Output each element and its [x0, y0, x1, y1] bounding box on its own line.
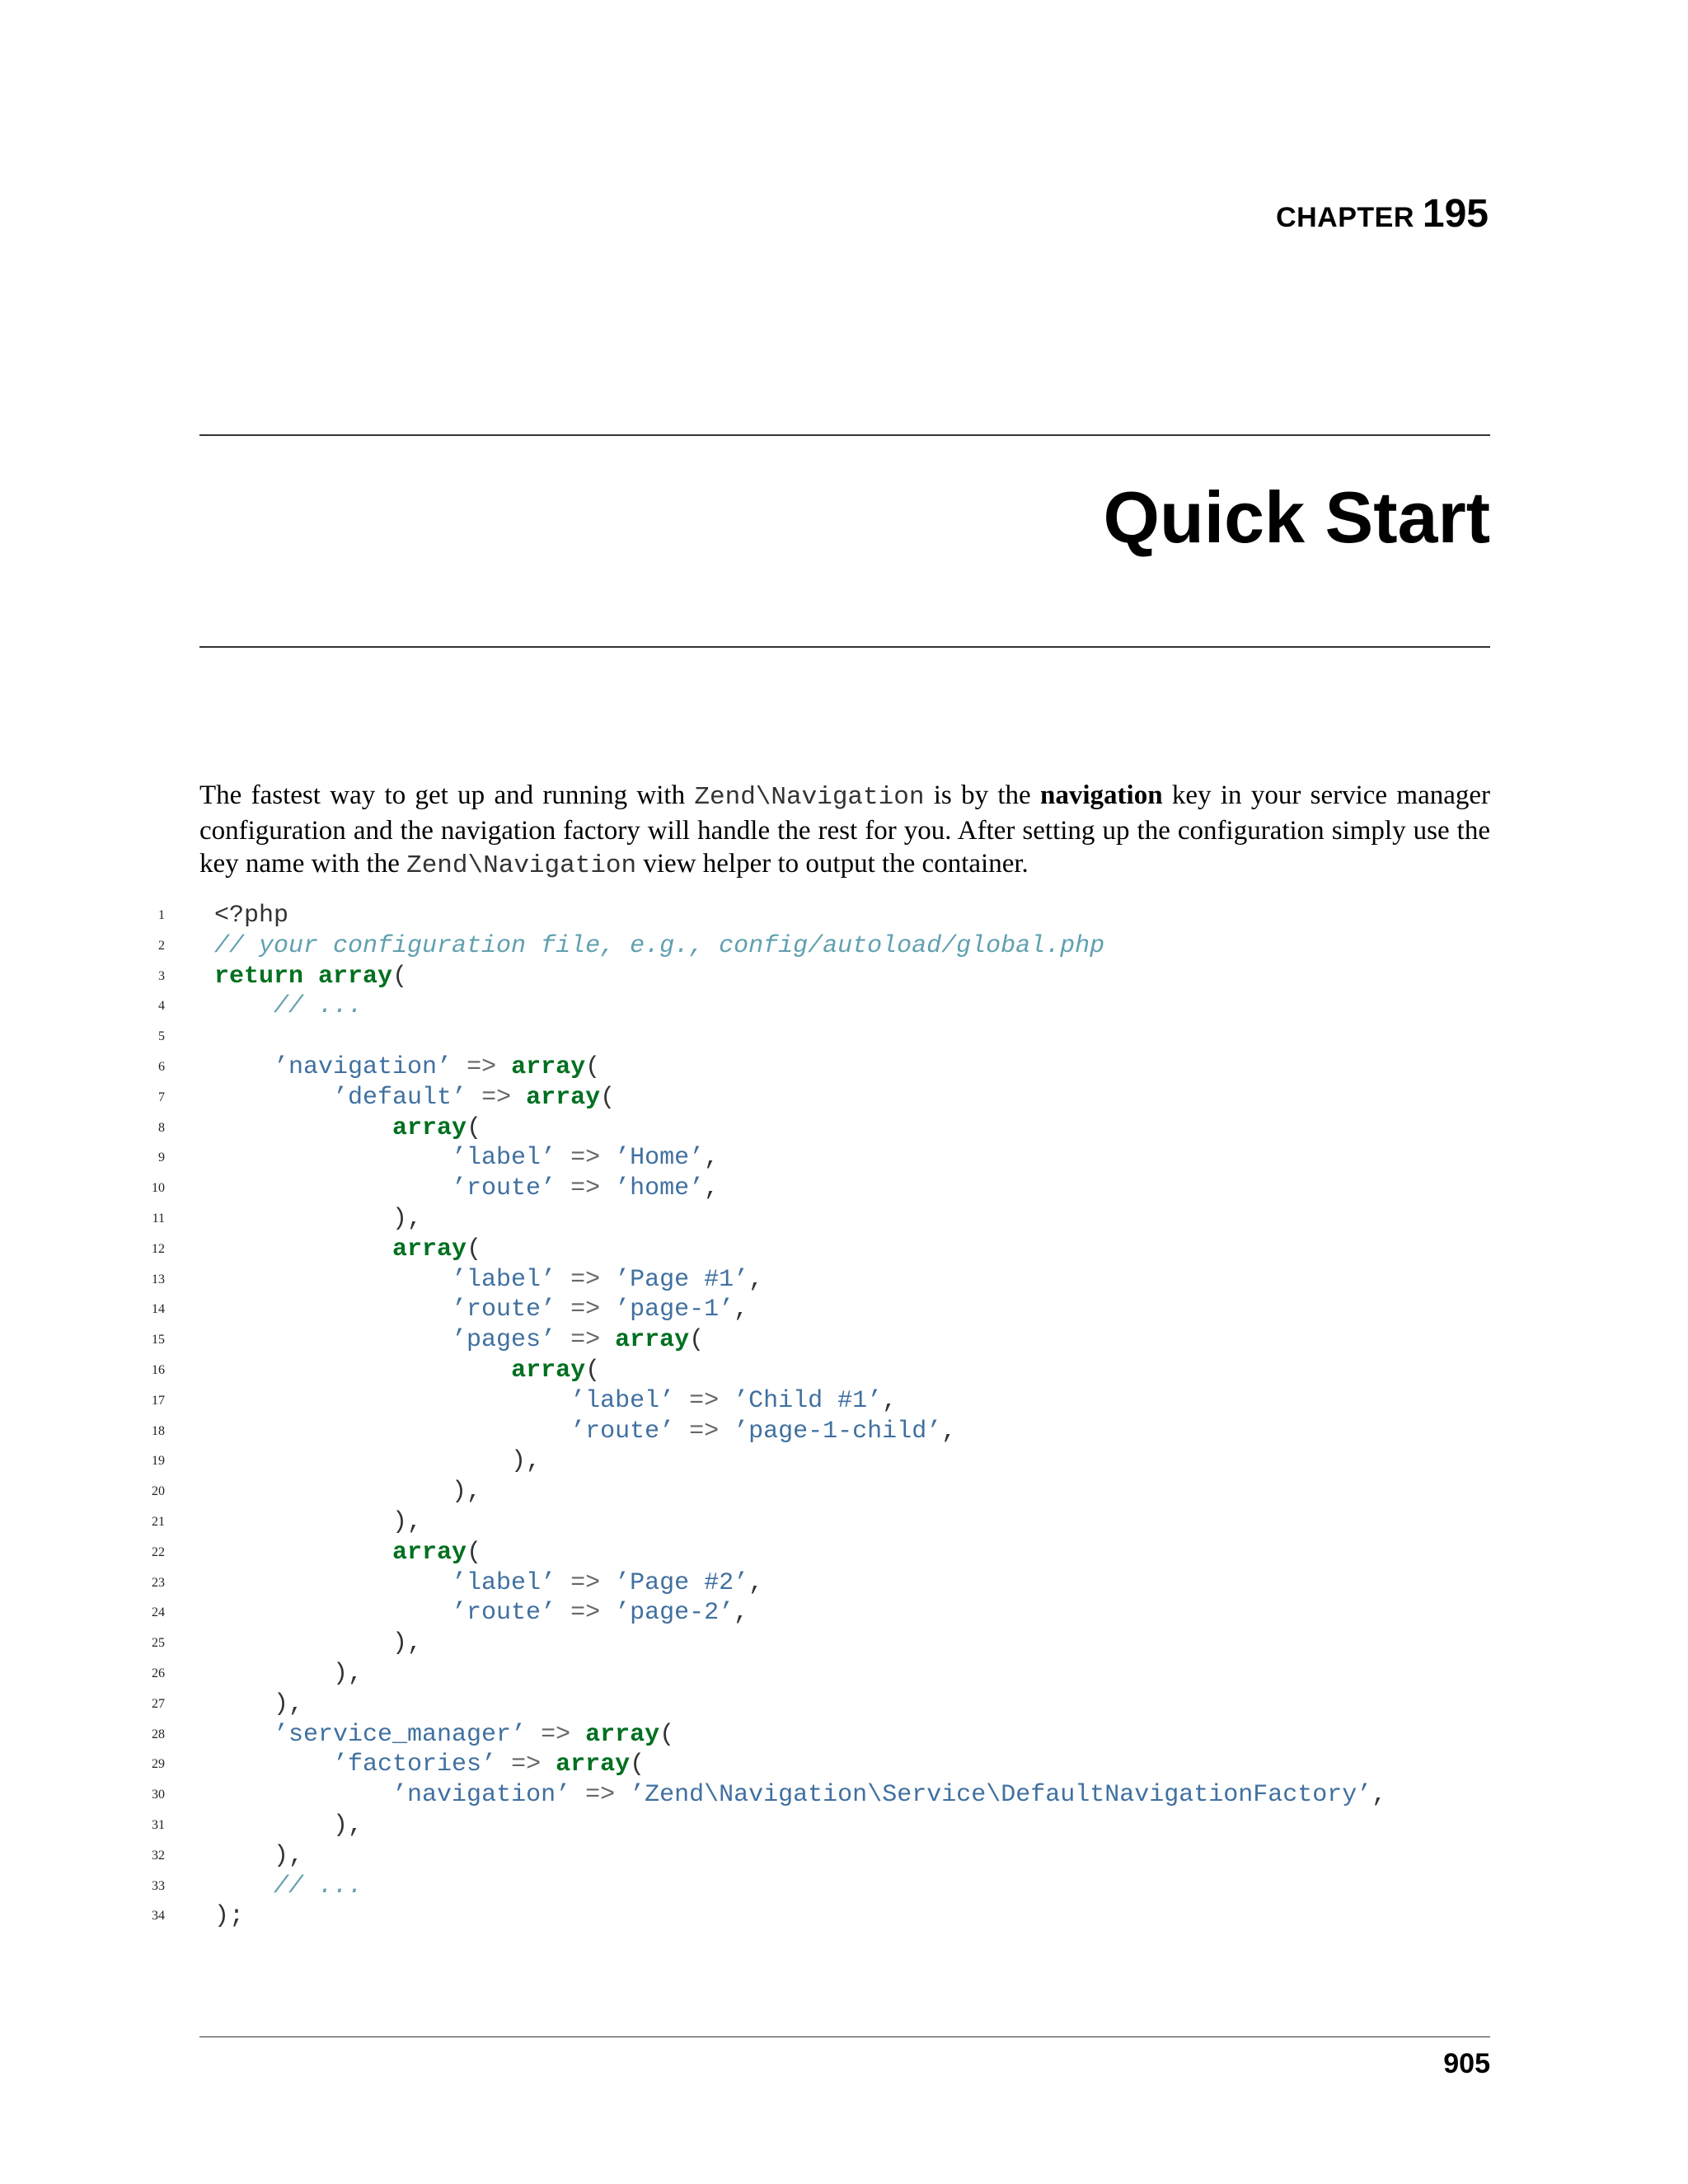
- code-text: (: [600, 1083, 616, 1112]
- line-number: 5: [158, 1029, 165, 1044]
- line-number: 4: [158, 999, 165, 1014]
- line-number: 29: [152, 1757, 165, 1772]
- code-text: [214, 1326, 452, 1354]
- code-line: [0, 1143, 1688, 1174]
- line-number: 1: [158, 908, 165, 922]
- code-text: [214, 1357, 511, 1385]
- code-source: [214, 1872, 363, 1902]
- line-number: 6: [158, 1059, 165, 1074]
- title-rule-bottom: [199, 646, 1490, 648]
- code-text: ),: [214, 1811, 363, 1840]
- code-text: [214, 1750, 333, 1779]
- code-text: [214, 1599, 452, 1627]
- code-string: ’page-2’: [615, 1599, 734, 1628]
- code-text: [615, 1781, 630, 1809]
- code-text: [214, 1084, 333, 1112]
- line-number: 31: [152, 1817, 165, 1832]
- line-number: 14: [152, 1302, 165, 1317]
- page-number: 905: [1443, 2048, 1490, 2079]
- code-line: [0, 1022, 1688, 1052]
- line-number: 11: [152, 1211, 165, 1226]
- code-source: [214, 1052, 600, 1083]
- code-string: ’label’: [452, 1265, 556, 1294]
- code-line: [0, 1568, 1688, 1599]
- code-text: [214, 1721, 274, 1749]
- code-line: [0, 1477, 1688, 1507]
- code-line: [0, 1690, 1688, 1720]
- code-text: [556, 1144, 570, 1172]
- code-keyword: array: [615, 1326, 690, 1355]
- code-line: [0, 1417, 1688, 1447]
- code-string: ’route’: [452, 1599, 556, 1628]
- code-source: [214, 1538, 481, 1568]
- code-operator: =>: [689, 1417, 720, 1446]
- code-text: [214, 1569, 452, 1597]
- line-number: 19: [152, 1454, 165, 1469]
- code-source: [214, 1265, 763, 1296]
- code-text: [600, 1266, 615, 1294]
- code-line: [0, 962, 1688, 992]
- code-text: ),: [214, 1659, 363, 1688]
- intro-text-3: key in your service manager configuration and the navigation factory will handle the rest for you. After setting up the configuration simply use the key name with the: [199, 780, 1490, 879]
- code-line: [0, 1356, 1688, 1386]
- code-source: [214, 1325, 704, 1356]
- code-operator: =>: [481, 1083, 512, 1112]
- code-text: ,: [748, 1568, 764, 1597]
- code-text: ),: [214, 1447, 542, 1476]
- code-keyword: array: [585, 1720, 660, 1749]
- code-line: [0, 1265, 1688, 1296]
- code-text: [467, 1084, 481, 1112]
- line-number: 23: [152, 1575, 165, 1590]
- code-string: ’route’: [452, 1174, 556, 1203]
- code-text: [674, 1387, 689, 1415]
- code-line: [0, 1052, 1688, 1083]
- chapter-label: [1276, 191, 1489, 237]
- code-source: [214, 1477, 481, 1507]
- code-text: (: [467, 1113, 482, 1142]
- code-line: [0, 1113, 1688, 1144]
- code-source: [214, 1113, 481, 1144]
- code-text: [719, 1387, 734, 1415]
- code-source: [214, 1568, 763, 1599]
- code-text: ),: [214, 1478, 482, 1507]
- code-text: ,: [704, 1144, 720, 1173]
- code-line: [0, 1204, 1688, 1235]
- code-line: [0, 1750, 1688, 1780]
- code-line: [0, 1538, 1688, 1568]
- code-line: [0, 1780, 1688, 1811]
- code-string: ’default’: [333, 1083, 467, 1112]
- code-text: [511, 1084, 526, 1112]
- code-source: [214, 1417, 956, 1447]
- title-rule-top: [199, 434, 1490, 436]
- line-number: 12: [152, 1241, 165, 1256]
- code-text: );: [214, 1902, 245, 1931]
- code-comment: // your configuration file, e.g., config/autoload/global.php: [214, 931, 1105, 960]
- line-number: 32: [152, 1848, 165, 1863]
- line-number: 9: [158, 1151, 165, 1165]
- code-text: ,: [1372, 1781, 1387, 1810]
- code-text: [214, 1781, 392, 1809]
- code-line: [0, 1325, 1688, 1356]
- code-source: [214, 1295, 748, 1325]
- intro-text-2: is by the: [924, 780, 1041, 810]
- code-line: [0, 1446, 1688, 1477]
- code-text: [600, 1326, 615, 1354]
- code-source: [214, 1446, 541, 1477]
- line-number: 7: [158, 1090, 165, 1104]
- code-line: [0, 1598, 1688, 1629]
- intro-text-1: The fastest way to get up and running with: [199, 780, 695, 810]
- code-text: [600, 1296, 615, 1324]
- code-source: [214, 901, 288, 931]
- code-source: [214, 1356, 600, 1386]
- code-string: ’home’: [615, 1174, 705, 1203]
- line-number: 2: [158, 938, 165, 953]
- line-number: 27: [152, 1696, 165, 1711]
- code-text: [303, 963, 318, 991]
- footer-rule: [199, 2036, 1490, 2037]
- code-text: (: [392, 962, 408, 991]
- code-text: [214, 992, 274, 1020]
- code-text: [526, 1721, 541, 1749]
- code-source: [214, 1386, 897, 1417]
- code-string: ’navigation’: [392, 1781, 571, 1810]
- line-number: 30: [152, 1788, 165, 1802]
- code-text: [541, 1750, 556, 1779]
- code-string: ’Child #1’: [734, 1386, 883, 1415]
- code-source: [214, 1598, 748, 1629]
- code-source: [214, 1143, 719, 1174]
- code-text: (: [585, 1356, 601, 1385]
- code-operator: =>: [467, 1052, 497, 1081]
- code-text: [214, 1539, 392, 1567]
- code-line: [0, 991, 1688, 1022]
- code-operator: =>: [570, 1174, 601, 1203]
- code-string: ’factories’: [333, 1750, 497, 1779]
- code-string: ’label’: [452, 1568, 556, 1597]
- code-source: [214, 1750, 645, 1780]
- code-operator: =>: [570, 1326, 601, 1355]
- code-source: [214, 1235, 481, 1265]
- code-line: [0, 1872, 1688, 1902]
- code-keyword: array: [318, 962, 393, 991]
- code-text: [496, 1750, 511, 1779]
- code-text: [496, 1053, 511, 1081]
- code-text: [719, 1418, 734, 1446]
- line-number: 18: [152, 1423, 165, 1438]
- code-text: (: [630, 1750, 645, 1779]
- line-number: 25: [152, 1636, 165, 1651]
- line-number: 24: [152, 1605, 165, 1620]
- code-comment: // ...: [274, 992, 363, 1021]
- code-text: (: [585, 1052, 601, 1081]
- code-text: [600, 1174, 615, 1202]
- code-text: (: [467, 1538, 482, 1567]
- line-number: 21: [152, 1514, 165, 1529]
- code-source: [214, 1629, 422, 1659]
- intro-bold-term: navigation: [1040, 780, 1163, 810]
- chapter-title: Quick Start: [1103, 476, 1490, 558]
- intro-text-4: view helper to output the container.: [636, 849, 1029, 879]
- code-text: [570, 1721, 585, 1749]
- code-string: ’label’: [570, 1386, 675, 1415]
- code-text: [214, 1144, 452, 1172]
- code-source: [214, 1901, 244, 1932]
- code-text: ,: [734, 1296, 749, 1324]
- code-source: [214, 1780, 1386, 1811]
- code-keyword: array: [556, 1750, 631, 1779]
- code-line: [0, 1174, 1688, 1204]
- line-number: 13: [152, 1272, 165, 1286]
- code-line: [0, 1629, 1688, 1659]
- code-operator: =>: [585, 1781, 616, 1810]
- code-text: [600, 1144, 615, 1172]
- code-line: [0, 1295, 1688, 1325]
- code-text: [556, 1569, 570, 1597]
- code-line: [0, 1901, 1688, 1932]
- code-source: [214, 931, 1104, 962]
- code-text: [214, 1387, 570, 1415]
- code-string: ’Zend\Navigation\Service\DefaultNavigationFactory’: [630, 1781, 1372, 1810]
- line-number: 22: [152, 1544, 165, 1559]
- line-number: 28: [152, 1727, 165, 1741]
- intro-paragraph: [199, 779, 1490, 883]
- code-string: ’label’: [452, 1144, 556, 1173]
- code-text: [556, 1174, 570, 1202]
- code-source: [214, 1720, 674, 1750]
- code-text: [214, 1266, 452, 1294]
- code-keyword: array: [511, 1356, 586, 1385]
- line-number: 26: [152, 1666, 165, 1680]
- code-text: [214, 1296, 452, 1324]
- code-text: ,: [748, 1265, 764, 1294]
- code-text: [214, 1053, 274, 1081]
- code-source: [214, 962, 407, 992]
- code-text: ),: [214, 1841, 304, 1870]
- code-string: ’pages’: [452, 1326, 556, 1355]
- code-text: [570, 1781, 585, 1809]
- code-text: [600, 1599, 615, 1627]
- code-text: <?php: [214, 902, 289, 930]
- code-text: ,: [941, 1417, 957, 1446]
- code-string: ’page-1-child’: [734, 1417, 942, 1446]
- code-line: [0, 1659, 1688, 1690]
- line-number: 33: [152, 1878, 165, 1893]
- code-operator: =>: [689, 1386, 720, 1415]
- code-keyword: array: [511, 1052, 586, 1081]
- code-line: [0, 1811, 1688, 1841]
- code-text: (: [689, 1326, 705, 1355]
- code-keyword: array: [392, 1538, 467, 1567]
- code-line: [0, 1083, 1688, 1113]
- code-text: ),: [214, 1507, 423, 1536]
- code-text: [674, 1418, 689, 1446]
- code-keyword: array: [392, 1235, 467, 1263]
- code-string: ’page-1’: [615, 1296, 734, 1324]
- code-text: [214, 1114, 392, 1142]
- code-text: [600, 1569, 615, 1597]
- code-line: [0, 931, 1688, 962]
- intro-code-1: Zend\Navigation: [694, 783, 925, 812]
- line-number: 34: [152, 1909, 165, 1924]
- code-text: ),: [214, 1204, 423, 1233]
- code-source: [214, 1204, 422, 1235]
- code-source: [214, 1174, 719, 1204]
- code-text: [214, 1174, 452, 1202]
- code-line: [0, 1720, 1688, 1750]
- code-string: ’navigation’: [274, 1052, 452, 1081]
- code-text: [556, 1266, 570, 1294]
- code-text: ,: [882, 1386, 898, 1415]
- code-string: ’route’: [452, 1296, 556, 1324]
- code-operator: =>: [570, 1144, 601, 1173]
- chapter-number: 195: [1422, 192, 1489, 236]
- code-keyword: array: [526, 1083, 601, 1112]
- line-number: 10: [152, 1181, 165, 1196]
- code-string: ’Home’: [615, 1144, 705, 1173]
- code-operator: =>: [570, 1599, 601, 1628]
- code-line: [0, 901, 1688, 931]
- intro-code-2: Zend\Navigation: [406, 851, 637, 880]
- code-text: [556, 1326, 570, 1354]
- line-number: 16: [152, 1362, 165, 1377]
- code-keyword: array: [392, 1113, 467, 1142]
- code-operator: =>: [570, 1265, 601, 1294]
- code-text: ),: [214, 1690, 304, 1718]
- code-source: [214, 1811, 363, 1841]
- code-text: ),: [214, 1629, 423, 1658]
- code-operator: =>: [541, 1720, 571, 1749]
- line-number: 8: [158, 1120, 165, 1135]
- code-text: [214, 1418, 570, 1446]
- code-text: ,: [704, 1174, 720, 1203]
- code-string: ’Page #1’: [615, 1265, 749, 1294]
- chapter-word: CHAPTER: [1276, 202, 1414, 233]
- code-text: [214, 1235, 392, 1263]
- code-text: [452, 1053, 467, 1081]
- code-text: [556, 1296, 570, 1324]
- code-source: [214, 1507, 422, 1538]
- line-number: 15: [152, 1333, 165, 1347]
- code-source: [214, 1690, 303, 1720]
- code-text: [556, 1599, 570, 1627]
- code-keyword: return: [214, 962, 304, 991]
- code-line: [0, 1841, 1688, 1872]
- code-line: [0, 1386, 1688, 1417]
- code-string: ’service_manager’: [274, 1720, 527, 1749]
- code-line: [0, 1507, 1688, 1538]
- code-comment: // ...: [274, 1872, 363, 1900]
- code-source: [214, 991, 363, 1022]
- line-number: 3: [158, 968, 165, 983]
- code-text: ,: [734, 1599, 749, 1628]
- code-source: [214, 1083, 615, 1113]
- code-text: (: [659, 1720, 675, 1749]
- code-listing: [0, 901, 1688, 1932]
- code-source: [214, 1659, 363, 1690]
- code-operator: =>: [570, 1568, 601, 1597]
- code-text: [214, 1872, 274, 1900]
- code-text: (: [467, 1235, 482, 1263]
- code-line: [0, 1235, 1688, 1265]
- line-number: 17: [152, 1393, 165, 1408]
- code-source: [214, 1841, 303, 1872]
- code-operator: =>: [570, 1296, 601, 1324]
- code-operator: =>: [511, 1750, 542, 1779]
- code-string: ’route’: [570, 1417, 675, 1446]
- code-string: ’Page #2’: [615, 1568, 749, 1597]
- line-number: 20: [152, 1484, 165, 1499]
